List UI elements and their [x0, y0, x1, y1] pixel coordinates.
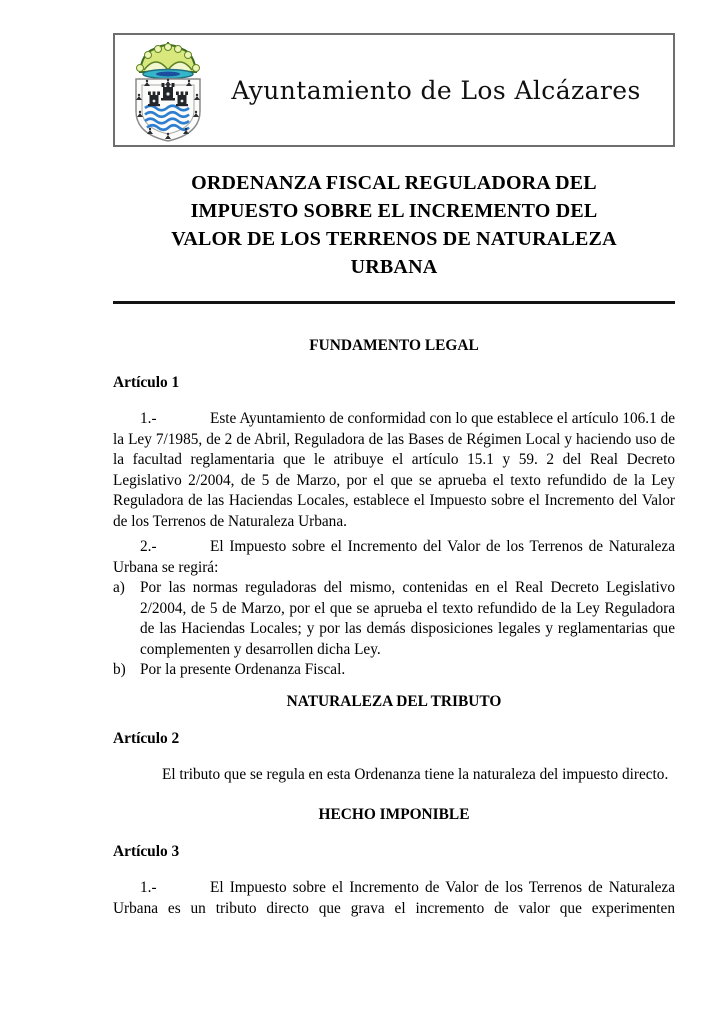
article-1-paragraph-1 — [113, 409, 675, 532]
article-1-paragraph-2 — [113, 537, 675, 578]
list-marker: a) — [113, 579, 125, 596]
list-item-b — [113, 660, 675, 681]
section-heading-naturaleza-del-tributo: NATURALEZA DEL TRIBUTO — [286, 692, 502, 710]
paragraph-text: El tributo que se regula en esta Ordenanza tiene la naturaleza del impuesto directo. — [162, 765, 669, 783]
article-3-paragraph-1 — [113, 878, 675, 919]
document-title-line-3: VALOR DE LOS TERRENOS DE NATURALEZA — [171, 228, 617, 250]
article-1-label: Artículo 1 — [113, 374, 180, 391]
shield — [136, 79, 200, 141]
paragraph-number: 1.- — [140, 410, 157, 427]
article-3-label: Artículo 3 — [113, 843, 180, 860]
paragraph-text: El Impuesto sobre el Incremento de Valor de los Terrenos de Naturaleza Urbana es un tributo directo que grava el incremento de valor que experimenten — [113, 879, 675, 917]
section-heading-hecho-imponible: HECHO IMPONIBLE — [318, 806, 470, 823]
organization-name: Ayuntamiento de Los Alcázares — [231, 75, 641, 105]
crown — [137, 42, 200, 79]
list-item-a — [113, 578, 675, 660]
document-title — [113, 169, 675, 281]
paragraph-number: 2.- — [140, 538, 157, 555]
paragraph-text: Este Ayuntamiento de conformidad con lo que establece el artículo 106.1 de la Ley 7/1985, de 2 de Abril, Reguladora de las Bases de Régimen Local y haciendo uso de la facultad reglamentaria que le atribuye el artículo 15.1 y 59. 2 del Real Decreto Legislativo 2/2004, de 5 de Marzo, por el que se aprueba el texto refundido de la Ley Reguladora de las Haciendas Locales, establece el Impuesto sobre el Incremento del Valor de los Terrenos de Naturaleza Urbana. — [113, 410, 676, 530]
list-marker: b) — [113, 661, 126, 678]
document-title-line-1: ORDENANZA FISCAL REGULADORA DEL — [191, 172, 597, 194]
document-title-line-2: IMPUESTO SOBRE EL INCREMENTO DEL — [190, 200, 598, 222]
list-item-text: Por la presente Ordenanza Fiscal. — [140, 661, 346, 678]
article-2-paragraph-1 — [113, 765, 675, 786]
coat-of-arms-icon — [123, 38, 213, 144]
section-heading-fundamento-legal: FUNDAMENTO LEGAL — [309, 337, 479, 354]
document-title-line-4: URBANA — [350, 256, 438, 278]
list-item-text: Por las normas reguladoras del mismo, contenidas en el Real Decreto Legislativo 2/2004, de 5 de Marzo, por el que se aprueba el texto refundido de la Ley Reguladora de las Haciendas Locales; y por las demás disposiciones legales y reglamentarias que complementen y desarrollen dicha Ley. — [140, 579, 675, 658]
article-2-label: Artículo 2 — [113, 729, 180, 747]
title-divider-rule — [113, 301, 675, 304]
header-box — [113, 33, 675, 147]
paragraph-text: El Impuesto sobre el Incremento del Valor de los Terrenos de Naturaleza Urbana se regirá: — [113, 538, 675, 576]
paragraph-number: 1.- — [140, 879, 157, 896]
